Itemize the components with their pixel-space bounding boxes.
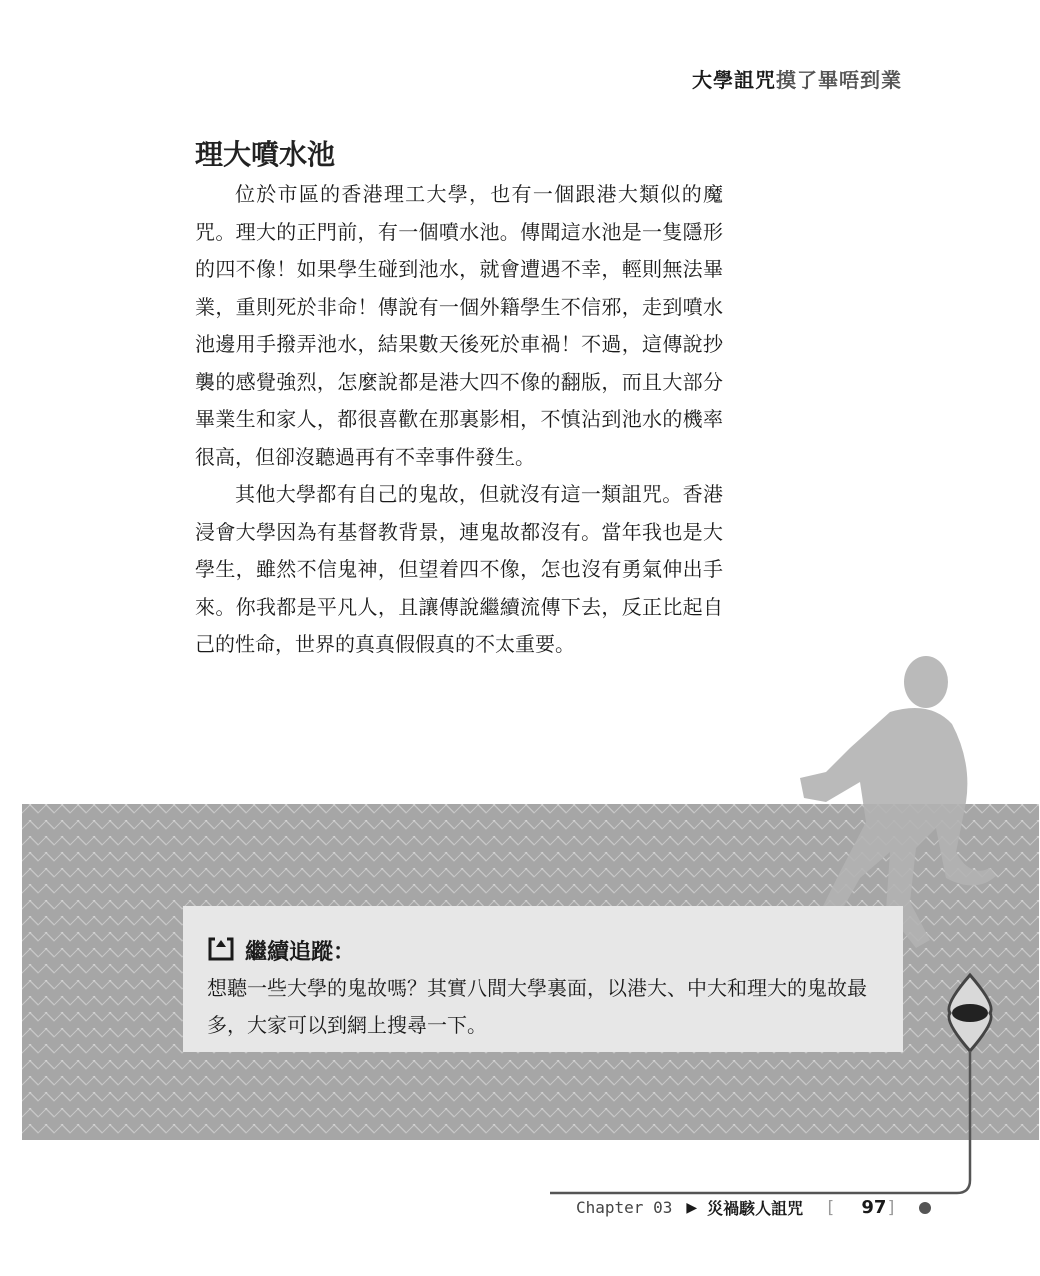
chapter-title: 災禍駭人詛咒 [707,1199,804,1218]
body-paragraph-2: 其他大學都有自己的鬼故，但就沒有這一類詛咒。香港浸會大學因為有基督教背景，連鬼故都沒有。當年我也是大學生，雖然不信鬼神，但望着四不像，怎也沒有勇氣伸出手來。你我都是平凡人，且讓傳說繼續流傳下去，反正比起自己的性命，世界的真真假假真的不太重要。 [195,482,723,656]
page-bracket-left: [ [825,1197,836,1218]
running-header [692,64,902,93]
triangle-right-icon: ▶ [686,1199,698,1216]
follow-up-text: 想聽一些大學的鬼故嗎？其實八間大學裏面，以港大、中大和理大的鬼故最多，大家可以到網上搜尋一下。 [207,976,867,1037]
page-bracket-right: ] [886,1197,897,1218]
body-paragraph-1: 位於市區的香港理工大學，也有一個跟港大類似的魔咒。理大的正門前，有一個噴水池。傳聞這水池是一隻隱形的四不像！如果學生碰到池水，就會遭遇不幸，輕則無法畢業，重則死於非命！傳說有一個外籍學生不信邪，走到噴水池邊用手撥弄池水，結果數天後死於車禍！不過，這傳說抄襲的感覺強烈，怎麼說都是港大四不像的翻版，而且大部分畢業生和家人，都很喜歡在那裏影相，不慎沾到池水的機率很高，但卻沒聽過再有不幸事件發生。 [195,182,723,469]
eye-ornament-icon [540,965,1010,1200]
running-header-title-part1: 大學詛咒 [692,68,776,92]
bookmark-up-icon [207,936,235,962]
footer-dot-icon [919,1202,931,1214]
section-title: 理大噴水池 [195,138,336,171]
chapter-label: Chapter 03 [576,1198,673,1217]
page-number: 97 [861,1197,887,1218]
page-footer [576,1196,931,1219]
follow-up-title: 繼續追蹤： [245,940,356,965]
running-header-title-part2: 摸了畢唔到業 [776,68,902,92]
body-text [195,176,723,664]
